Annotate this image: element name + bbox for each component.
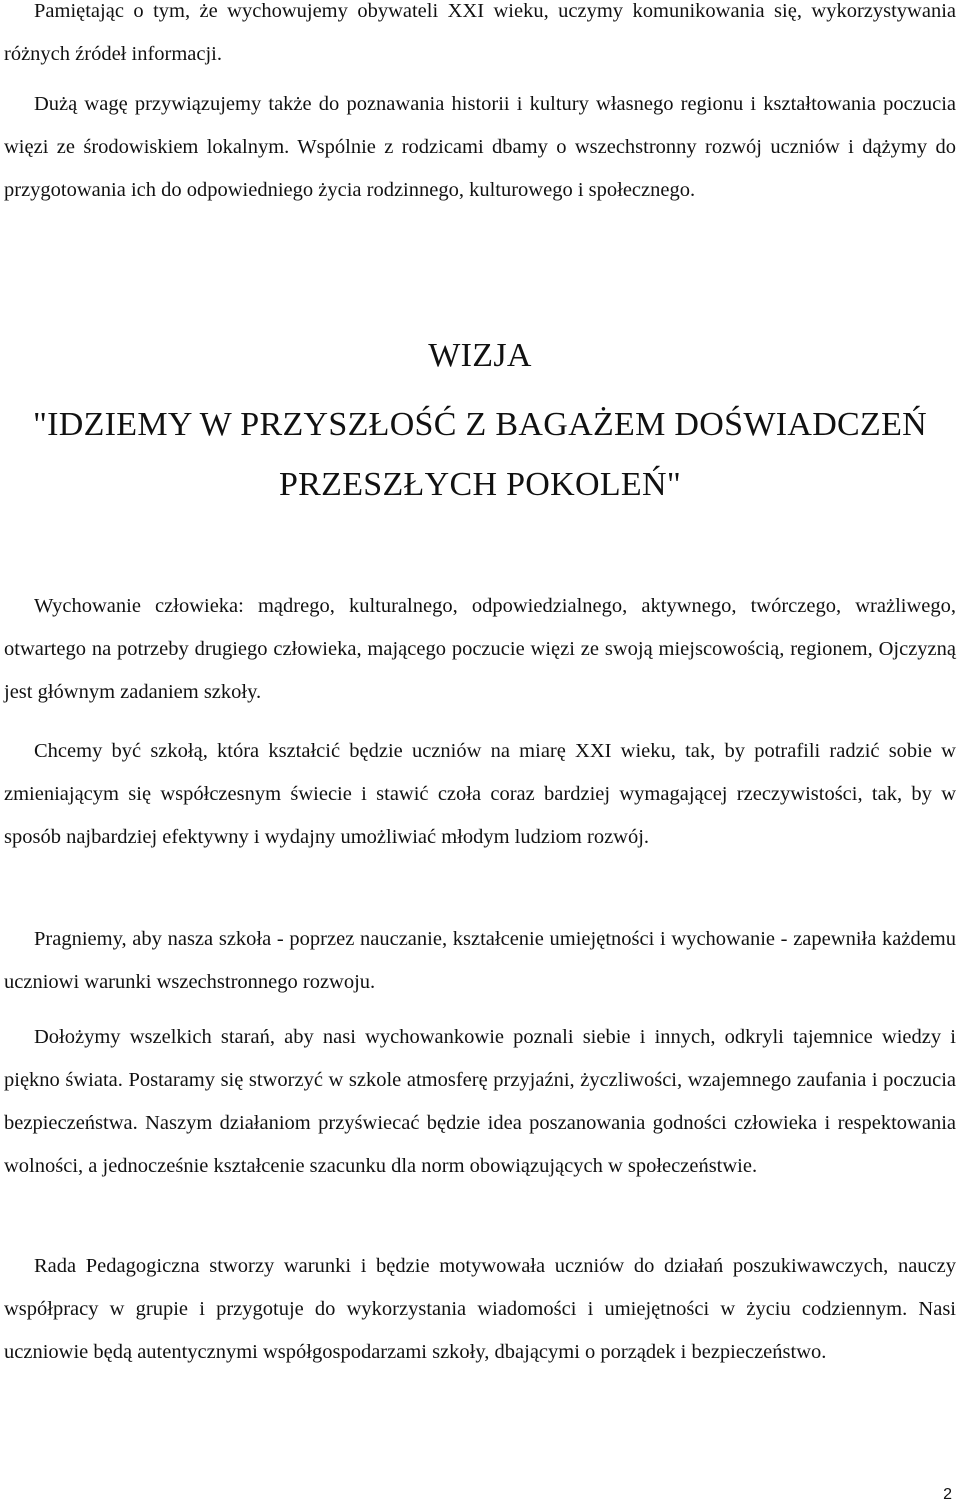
vision-title: WIZJA [428,337,532,374]
paragraph-development-conditions: Pragniemy, aby nasza szkoła - poprzez nauczanie, kształcenie umiejętności i wychowanie - zapewniła każdemu uczniowi warunki wszechstronnego rozwoju. [4,928,956,993]
paragraph-21st-century-school: Chcemy być szkołą, która kształcić będzie uczniów na miarę XXI wieku, tak, by potrafili radzić sobie w zmieniającym się współczesnym świecie i stawić czoła coraz bardziej wymagającej rzeczywistości, tak, by w sposób najbardziej efektywny i wydajny umożliwiać młodym ludziom rozwój. [4,740,956,848]
vision-motto-line-1: "IDZIEMY W PRZYSZŁOŚĆ Z BAGAŻEM DOŚWIADCZEŃ [32,406,928,443]
paragraph-pedagogical-council: Rada Pedagogiczna stworzy warunki i będzie motywowała uczniów do działań poszukiwawczych, nauczy współpracy w grupie i przygotuje do wykorzystania wiadomości i umiejętności w życiu codziennym. Nasi uczniowie będą autentycznymi współgospodarzami szkoły, dbającymi o porządek i bezpieczeństwo. [4,1255,956,1363]
paragraph-upbringing: Wychowanie człowieka: mądrego, kulturalnego, odpowiedzialnego, aktywnego, twórczego, wrażliwego, otwartego na potrzeby drugiego człowieka, mającego poczucie więzi ze swoją miejscowością, regionem, Ojczyzną jest głównym zadaniem szkoły. [4,595,956,703]
paragraph-regional-culture: Dużą wagę przywiązujemy także do poznawania historii i kultury własnego regionu i kształtowania poczucia więzi ze środowiskiem lokalnym. Wspólnie z rodzicami dbamy o wszechstronny rozwój uczniów i dążymy do przygotowania ich do odpowiedniego życia rodzinnego, kulturowego i społecznego. [4,93,956,201]
page-number: 2 [943,1486,952,1503]
paragraph-communication: Pamiętając o tym, że wychowujemy obywateli XXI wieku, uczymy komunikowania się, wykorzystywania różnych źródeł informacji. [4,0,956,65]
vision-motto-line-2: PRZESZŁYCH POKOLEŃ" [278,466,682,503]
paragraph-atmosphere: Dołożymy wszelkich starań, aby nasi wychowankowie poznali siebie i innych, odkryli tajemnice wiedzy i piękno świata. Postaramy się stworzyć w szkole atmosferę przyjaźni, życzliwości, wzajemnego zaufania i poczucia bezpieczeństwa. Naszym działaniom przyświecać będzie idea poszanowania godności człowieka i respektowania wolności, a jednocześnie kształcenie szacunku dla norm obowiązujących w społeczeństwie. [4,1026,956,1177]
